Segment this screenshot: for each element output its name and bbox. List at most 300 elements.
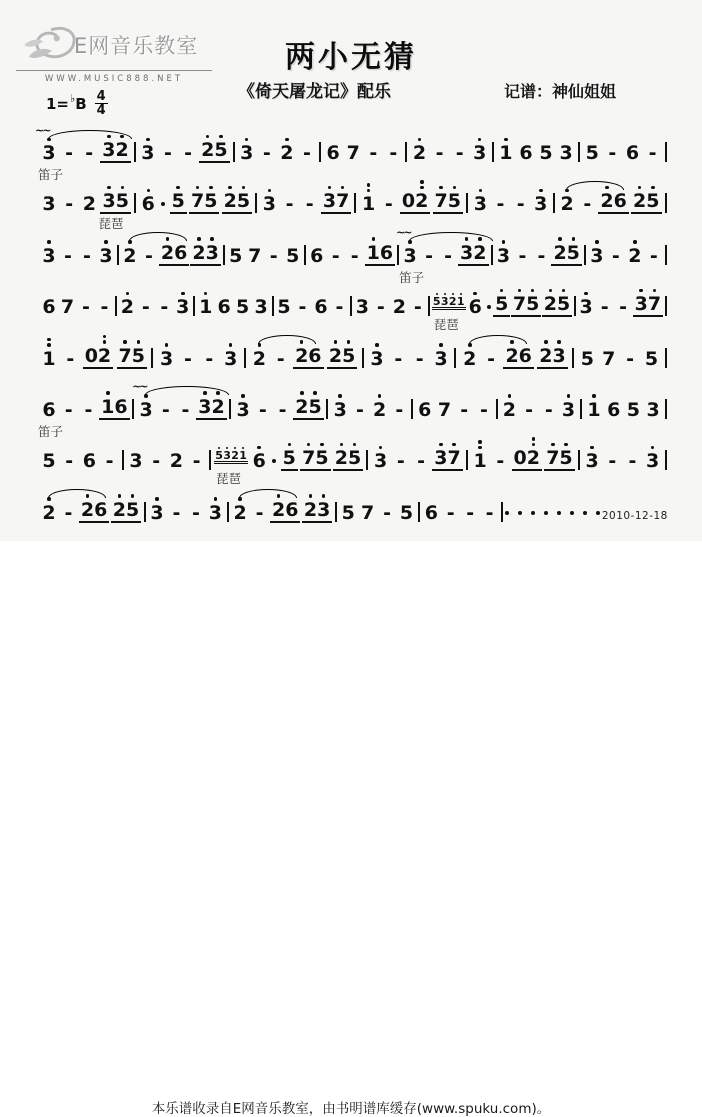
duration-dash: - bbox=[161, 398, 170, 421]
beamed-note-group: 3 5 琵琶 bbox=[100, 186, 130, 215]
duration-dash: - bbox=[285, 193, 294, 216]
beamed-note-group: 7 5 bbox=[117, 340, 147, 369]
note: 3 ~~ bbox=[137, 394, 155, 420]
octave-dot bbox=[500, 289, 504, 293]
duration-dash: - bbox=[544, 398, 553, 421]
octave-dot bbox=[300, 391, 304, 395]
octave-dot bbox=[510, 340, 514, 344]
duration-dash: - bbox=[446, 501, 455, 524]
note: 6 bbox=[418, 398, 432, 421]
octave-dot bbox=[439, 186, 443, 190]
note: 3 bbox=[206, 497, 224, 523]
score-line bbox=[40, 283, 668, 333]
octave-dot bbox=[229, 343, 233, 347]
barline bbox=[255, 193, 257, 213]
duration-dash: - bbox=[425, 244, 434, 267]
note: 3 bbox=[260, 189, 278, 215]
instrument-label: 笛子 bbox=[38, 167, 64, 182]
octave-dot bbox=[653, 289, 657, 293]
octave-dot bbox=[347, 340, 351, 344]
octave-dot bbox=[338, 394, 342, 398]
note: 3 bbox=[174, 292, 192, 318]
octave-dot bbox=[334, 340, 338, 344]
note: 3 bbox=[139, 138, 157, 164]
note: 7 bbox=[437, 398, 452, 421]
octave-dot bbox=[146, 138, 150, 142]
dot bbox=[544, 511, 548, 515]
octave-dot bbox=[106, 391, 110, 395]
duration-dash: - bbox=[105, 450, 114, 473]
barline bbox=[578, 142, 580, 162]
note: 3 bbox=[148, 497, 166, 523]
duration-dash: - bbox=[466, 501, 475, 524]
note: 6 bbox=[607, 398, 621, 421]
score-line bbox=[40, 180, 668, 232]
duration-dash: - bbox=[305, 193, 314, 216]
duration-dash: - bbox=[394, 347, 403, 370]
duration-dash: - bbox=[160, 296, 169, 319]
note: 3 bbox=[129, 450, 143, 473]
duration-dash: - bbox=[192, 450, 201, 473]
flat-icon: ♭ bbox=[70, 92, 76, 105]
octave-dot bbox=[313, 391, 317, 395]
octave-dot bbox=[107, 135, 111, 139]
barline bbox=[492, 142, 494, 162]
barline bbox=[144, 502, 146, 522]
octave-dot bbox=[328, 186, 332, 190]
key-prefix: 1= bbox=[46, 94, 70, 113]
duration-dash: - bbox=[355, 398, 364, 421]
beamed-note-group: 2 5 bbox=[333, 443, 363, 472]
note: 2 bbox=[411, 138, 429, 164]
footer-credit: 本乐谱收录自E网音乐教室，由书明谱库缓存(www.spuku.com)。 bbox=[151, 1101, 551, 1117]
beamed-note-group: 5 bbox=[281, 443, 298, 472]
duration-dash: - bbox=[648, 142, 657, 164]
barline bbox=[151, 348, 153, 368]
instrument-label: 笛子 bbox=[399, 269, 425, 285]
duration-dash: - bbox=[396, 450, 405, 473]
octave-dot bbox=[532, 437, 536, 441]
octave-dot bbox=[478, 440, 482, 444]
score-line bbox=[40, 437, 668, 487]
octave-dot bbox=[203, 391, 207, 395]
score-line bbox=[40, 335, 668, 369]
duration-dash: - bbox=[369, 142, 378, 164]
beamed-note-group: 2 6 bbox=[503, 340, 533, 369]
note: 5 bbox=[539, 142, 553, 164]
octave-dot bbox=[590, 446, 594, 450]
beamed-note-group: 2 5 bbox=[293, 391, 323, 420]
beamed-note-group: 2 6 bbox=[79, 494, 109, 523]
barline bbox=[584, 245, 586, 265]
duration-dash: - bbox=[335, 296, 344, 319]
barline bbox=[272, 296, 274, 316]
duration-dash: - bbox=[255, 501, 264, 524]
beamed-note-group: 3 7 bbox=[321, 186, 351, 215]
key-signature bbox=[46, 90, 108, 117]
score-line bbox=[35, 123, 668, 182]
note: 3 bbox=[560, 394, 578, 420]
barline bbox=[304, 245, 306, 265]
octave-dot bbox=[544, 340, 548, 344]
note: 5 bbox=[644, 347, 659, 370]
score-line bbox=[40, 226, 668, 285]
beamed-note-group: 2 5 bbox=[551, 237, 581, 266]
octave-dot bbox=[651, 446, 655, 450]
barline bbox=[665, 193, 667, 213]
barline bbox=[466, 193, 468, 213]
octave-dot bbox=[539, 189, 543, 193]
octave-dot bbox=[367, 183, 371, 187]
note: 3 bbox=[331, 394, 349, 420]
octave-dot bbox=[549, 289, 553, 293]
octave-dot bbox=[206, 135, 210, 139]
octave-dot bbox=[372, 237, 376, 241]
duration-dash: - bbox=[66, 347, 75, 370]
subtitle: 《倚天屠龙记》配乐 bbox=[238, 82, 391, 102]
barline bbox=[233, 142, 235, 162]
barline bbox=[405, 142, 407, 162]
dot bbox=[570, 511, 574, 515]
logo-title: E网音乐教室 bbox=[74, 34, 199, 58]
duration-dash: - bbox=[64, 501, 73, 524]
duration-dash: - bbox=[384, 193, 393, 216]
octave-dot bbox=[155, 497, 159, 501]
barline bbox=[580, 399, 582, 419]
dot bbox=[583, 511, 587, 515]
barline bbox=[366, 450, 368, 470]
note: 3 bbox=[97, 240, 115, 266]
octave-dot bbox=[257, 446, 261, 450]
instrument-label: 琵琶 bbox=[98, 216, 124, 232]
dot bbox=[531, 511, 535, 515]
note: 2 bbox=[626, 240, 644, 266]
octave-dot bbox=[478, 446, 482, 450]
duration-dash: - bbox=[331, 244, 340, 267]
octave-dot bbox=[567, 394, 571, 398]
note: 7 bbox=[346, 142, 360, 164]
duration-dash: - bbox=[152, 450, 161, 473]
duration-dash: - bbox=[298, 296, 307, 319]
duration-dash: - bbox=[395, 398, 404, 421]
note: 6 bbox=[424, 501, 438, 524]
dot bbox=[518, 511, 522, 515]
octave-dot bbox=[245, 138, 249, 142]
barline bbox=[354, 193, 356, 213]
beamed-note-group: 7 5 bbox=[511, 289, 541, 318]
barline bbox=[466, 450, 468, 470]
duration-dash: - bbox=[415, 347, 424, 370]
note: 3 bbox=[158, 343, 176, 369]
octave-dot bbox=[478, 138, 482, 142]
barline bbox=[350, 296, 352, 316]
duration-dash: - bbox=[628, 450, 637, 473]
duration-dash: - bbox=[65, 193, 74, 216]
note: 3 bbox=[238, 138, 256, 164]
barline bbox=[115, 296, 117, 316]
duration-dash: - bbox=[479, 398, 488, 421]
note: 3 bbox=[646, 398, 660, 421]
beamed-note-group: 5 bbox=[493, 289, 510, 318]
augmentation-dot bbox=[487, 305, 491, 309]
barline bbox=[411, 399, 413, 419]
duration-dash: - bbox=[626, 347, 635, 370]
note: 2 bbox=[118, 292, 136, 318]
beamed-note-group: 7 5 bbox=[300, 443, 330, 472]
note: 7 bbox=[60, 296, 75, 319]
octave-dot bbox=[375, 343, 379, 347]
octave-dot bbox=[309, 494, 313, 498]
note: 6 bbox=[326, 142, 340, 164]
octave-dot bbox=[562, 289, 566, 293]
note: 2 bbox=[500, 394, 518, 420]
note: 5 bbox=[626, 398, 641, 421]
barline bbox=[229, 399, 231, 419]
note: 5 bbox=[580, 347, 595, 370]
octave-dot bbox=[176, 186, 180, 190]
barline bbox=[454, 348, 456, 368]
note: 5 bbox=[277, 296, 291, 319]
octave-dot bbox=[131, 494, 135, 498]
augmentation-dot bbox=[272, 459, 276, 463]
note: 2 bbox=[461, 343, 479, 369]
barline bbox=[134, 193, 136, 213]
note: 3 ~~ 笛子 bbox=[40, 138, 58, 164]
duration-dash: - bbox=[485, 501, 494, 524]
beamed-note-group: 1 6 bbox=[365, 237, 395, 266]
duration-dash: - bbox=[376, 296, 385, 319]
octave-dot bbox=[465, 237, 469, 241]
barline bbox=[578, 450, 580, 470]
barline bbox=[496, 399, 498, 419]
note: 3 bbox=[222, 343, 240, 369]
date-stamp: 2010-12-18 bbox=[601, 509, 668, 522]
beamed-note-group: 2 6 bbox=[159, 237, 189, 266]
note: 3 bbox=[583, 446, 601, 472]
duration-dash: - bbox=[84, 398, 93, 421]
octave-dot bbox=[592, 394, 596, 398]
octave-dot bbox=[47, 240, 51, 244]
note: 2 bbox=[558, 189, 576, 215]
beamed-note-group: 2 3 bbox=[190, 237, 220, 266]
note: 3 bbox=[368, 343, 386, 369]
octave-dot bbox=[285, 138, 289, 142]
key-tonic: B bbox=[75, 94, 87, 113]
note: 5 bbox=[585, 142, 599, 164]
octave-dot bbox=[126, 292, 130, 296]
meter-numerator: 4 bbox=[96, 89, 106, 104]
octave-dot bbox=[508, 394, 512, 398]
note: 3 bbox=[577, 292, 595, 318]
note: 1 bbox=[197, 292, 215, 318]
octave-dot bbox=[605, 186, 609, 190]
octave-dot bbox=[341, 186, 345, 190]
octave-dot bbox=[241, 394, 245, 398]
octave-dot bbox=[379, 446, 383, 450]
note: 3 bbox=[644, 446, 662, 472]
note: 1 bbox=[585, 394, 603, 420]
note: 3 bbox=[532, 189, 550, 215]
instrument-label: 琵琶 bbox=[216, 471, 242, 487]
mordent-icon: ~~ bbox=[396, 226, 411, 240]
duration-dash: - bbox=[269, 244, 278, 267]
note: 5 bbox=[42, 450, 56, 473]
octave-dot bbox=[123, 340, 127, 344]
octave-dot bbox=[340, 443, 344, 447]
octave-dot bbox=[197, 237, 201, 241]
octave-dot bbox=[103, 335, 107, 339]
duration-dash: - bbox=[184, 347, 192, 370]
dot bbox=[557, 511, 561, 515]
beamed-note-group: 7 5 bbox=[189, 186, 219, 215]
octave-dot bbox=[107, 186, 111, 190]
octave-dot bbox=[210, 237, 214, 241]
octave-dot bbox=[196, 186, 200, 190]
duration-dash: - bbox=[181, 398, 190, 421]
octave-dot bbox=[86, 494, 90, 498]
note: 6 笛子 bbox=[38, 398, 64, 439]
duration-dash: - bbox=[64, 398, 73, 421]
note: 7 bbox=[602, 347, 616, 370]
note: 3 bbox=[588, 240, 606, 266]
octave-dot bbox=[216, 391, 220, 395]
octave-dot bbox=[204, 292, 208, 296]
duration-dash: - bbox=[619, 296, 628, 319]
duration-dash: - bbox=[276, 347, 285, 370]
duration-dash: - bbox=[278, 398, 287, 421]
barline bbox=[665, 296, 667, 316]
dot bbox=[505, 511, 509, 515]
beamed-note-group: 2 3 bbox=[537, 340, 567, 369]
beamed-note-group: 3 2 bbox=[196, 391, 226, 420]
duration-dash: - bbox=[537, 244, 546, 267]
beamed-note-group: 2 5 bbox=[222, 186, 252, 215]
octave-dot bbox=[633, 240, 637, 244]
note: 2 bbox=[371, 394, 389, 420]
note: 3 bbox=[254, 296, 268, 319]
barline bbox=[574, 296, 576, 316]
octave-dot bbox=[452, 443, 456, 447]
duration-dash: - bbox=[608, 450, 617, 473]
duration-dash: - bbox=[435, 142, 444, 164]
note: 2 bbox=[169, 450, 184, 473]
note: 3 bbox=[471, 189, 489, 215]
octave-dot bbox=[300, 340, 304, 344]
barline bbox=[193, 296, 195, 316]
barline bbox=[122, 450, 124, 470]
note: 2 bbox=[250, 343, 268, 369]
barline bbox=[553, 193, 555, 213]
duration-dash: - bbox=[496, 450, 505, 473]
octave-dot bbox=[47, 343, 51, 347]
beamed-note-group: 0 2 bbox=[512, 437, 542, 471]
beamed-note-group: 3 2 bbox=[458, 237, 488, 266]
barline bbox=[665, 348, 667, 368]
duration-dash: - bbox=[172, 501, 181, 524]
octave-dot bbox=[353, 443, 357, 447]
note: 3 bbox=[471, 138, 489, 164]
duration-dash: - bbox=[389, 142, 398, 164]
octave-dot bbox=[181, 292, 185, 296]
note: 5 bbox=[236, 296, 250, 319]
barline bbox=[223, 245, 225, 265]
augmentation-dot bbox=[161, 202, 165, 206]
octave-dot bbox=[439, 443, 443, 447]
note: 3 bbox=[355, 296, 369, 319]
note: 6 bbox=[519, 142, 533, 164]
duration-dash: - bbox=[611, 244, 620, 267]
barline bbox=[501, 502, 503, 522]
note: 5 bbox=[399, 501, 414, 524]
octave-dot bbox=[638, 186, 642, 190]
duration-dash: - bbox=[163, 142, 172, 164]
barline bbox=[397, 245, 399, 265]
octave-dot bbox=[564, 443, 568, 447]
time-signature bbox=[95, 90, 108, 117]
beamed-note-group: 3 7 bbox=[633, 289, 663, 318]
duration-dash: - bbox=[608, 142, 617, 164]
note: 6 bbox=[250, 446, 268, 472]
note: 2 bbox=[121, 240, 139, 266]
duration-dash: - bbox=[413, 296, 422, 319]
octave-dot bbox=[532, 443, 536, 447]
duration-dash: - bbox=[258, 398, 267, 421]
beamed-note-group: 2 5 bbox=[631, 186, 661, 215]
duration-dash: - bbox=[444, 244, 452, 267]
beamed-note-group: 2 6 bbox=[598, 186, 628, 215]
note: 1 bbox=[360, 183, 378, 214]
duration-dash: - bbox=[460, 398, 469, 421]
duration-dash: - bbox=[65, 450, 74, 473]
barline bbox=[132, 399, 134, 419]
score bbox=[35, 123, 668, 540]
duration-dash: - bbox=[455, 142, 464, 164]
beamed-note-group: 7 5 bbox=[433, 186, 463, 215]
barline bbox=[326, 399, 328, 419]
barline bbox=[209, 450, 211, 470]
score-line bbox=[38, 380, 668, 439]
note: 2 bbox=[231, 497, 249, 523]
note: 1 bbox=[471, 440, 489, 471]
score-sheet bbox=[0, 0, 702, 541]
octave-dot bbox=[322, 494, 326, 498]
beamed-note-group: 2 5 bbox=[327, 340, 357, 369]
octave-dot bbox=[378, 394, 382, 398]
instrument-label: 笛子 bbox=[38, 423, 64, 439]
octave-dot bbox=[228, 186, 232, 190]
note: 1 bbox=[40, 338, 58, 369]
octave-dot bbox=[367, 189, 371, 193]
barline bbox=[319, 142, 321, 162]
barline bbox=[428, 296, 430, 316]
note: 1 bbox=[497, 138, 515, 164]
duration-dash: - bbox=[141, 296, 150, 319]
page-title: 两小无猜 bbox=[285, 40, 417, 75]
octave-dot bbox=[118, 494, 122, 498]
note: 6 bbox=[466, 292, 484, 318]
octave-dot bbox=[558, 237, 562, 241]
octave-dot bbox=[420, 186, 424, 190]
note: 3 ~~ 笛子 bbox=[401, 240, 419, 266]
octave-dot bbox=[557, 340, 561, 344]
duration-dash: - bbox=[518, 244, 527, 267]
duration-dash: - bbox=[191, 501, 200, 524]
octave-dot bbox=[478, 237, 482, 241]
duration-dash: - bbox=[583, 193, 592, 216]
duration-dash: - bbox=[496, 193, 505, 216]
octave-dot bbox=[166, 237, 170, 241]
octave-dot bbox=[420, 180, 424, 184]
